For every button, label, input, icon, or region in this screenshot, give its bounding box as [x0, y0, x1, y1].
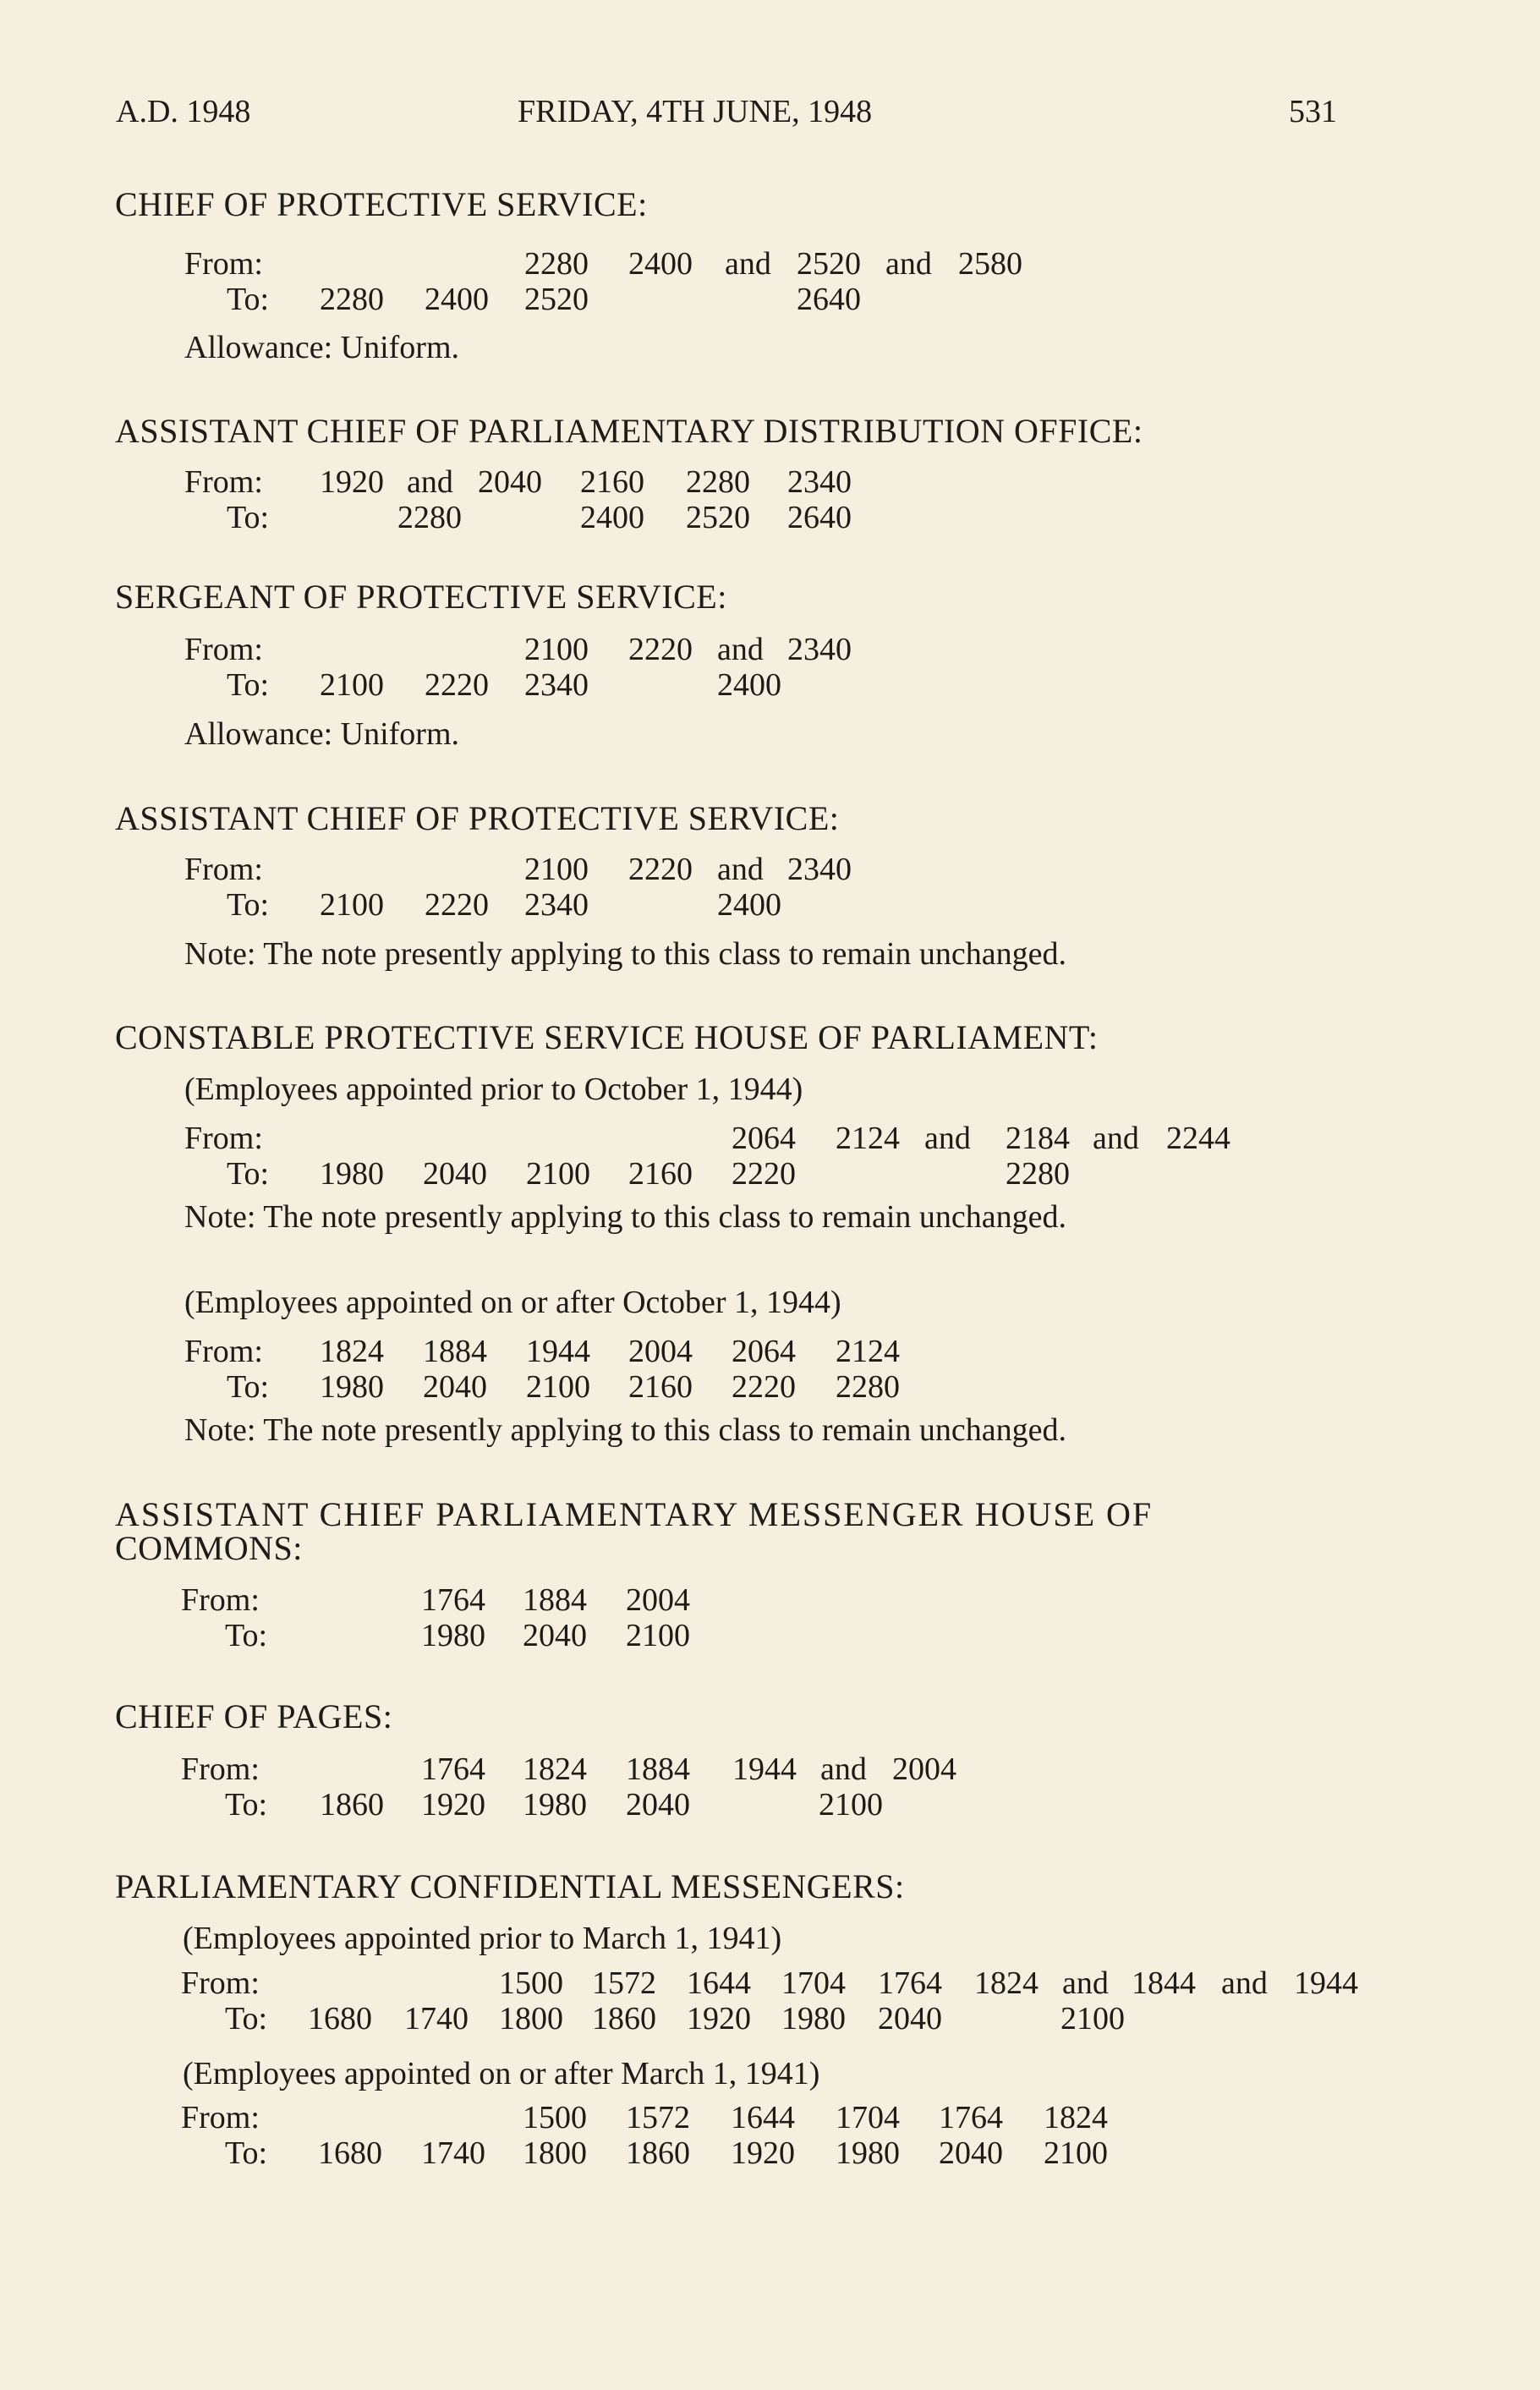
from-value: 2064	[732, 1334, 796, 1369]
from-label: From:	[184, 852, 263, 887]
from-value: 1704	[836, 2100, 900, 2135]
from-value: and	[1221, 1965, 1268, 2001]
to-label: To:	[225, 2001, 268, 2036]
section-title-continued: COMMONS:	[115, 1529, 303, 1567]
to-label: To:	[225, 1618, 268, 1653]
from-value: 2580	[958, 246, 1022, 282]
to-value: 1980	[320, 1156, 384, 1192]
to-value: 2100	[819, 1787, 883, 1823]
to-value: 1920	[421, 1787, 485, 1823]
from-value: 1764	[421, 1582, 485, 1618]
to-label: To:	[225, 1787, 268, 1823]
from-value: 2280	[686, 464, 750, 500]
to-value: 2640	[787, 500, 852, 535]
from-value: 2004	[892, 1751, 956, 1787]
class-note: Note: The note presently applying to this class to remain unchanged.	[184, 936, 1066, 972]
to-value: 2100	[320, 887, 384, 923]
from-value: and	[1062, 1965, 1109, 2001]
to-value: 2280	[397, 500, 462, 535]
to-value: 2220	[425, 667, 489, 703]
to-value: 2520	[686, 500, 750, 535]
to-value: 1860	[626, 2135, 690, 2171]
to-value: 2100	[526, 1369, 590, 1405]
from-value: 1844	[1132, 1965, 1196, 2001]
from-value: 2064	[732, 1121, 796, 1156]
to-value: 2280	[1006, 1156, 1070, 1192]
from-value: and	[407, 464, 453, 500]
to-value: 2220	[425, 887, 489, 923]
from-value: 2340	[787, 632, 852, 667]
section-title: SERGEANT OF PROTECTIVE SERVICE:	[115, 578, 727, 616]
to-value: 1800	[499, 2001, 563, 2036]
from-value: 2004	[626, 1582, 690, 1618]
to-value: 2040	[878, 2001, 942, 2036]
from-value: 2184	[1006, 1121, 1070, 1156]
section-title: CHIEF OF PAGES:	[115, 1697, 393, 1735]
to-value: 2040	[423, 1156, 487, 1192]
to-value: 2100	[320, 667, 384, 703]
to-value: 2220	[732, 1369, 796, 1405]
to-value: 2040	[423, 1369, 487, 1405]
to-value: 2400	[580, 500, 644, 535]
to-value: 1740	[404, 2001, 469, 2036]
from-label: From:	[184, 246, 263, 282]
from-value: 2004	[628, 1334, 693, 1369]
from-value: and	[885, 246, 932, 282]
allowance-note: Allowance: Uniform.	[184, 330, 460, 365]
from-value: 2100	[524, 852, 589, 887]
to-value: 1920	[731, 2135, 795, 2171]
to-value: 2100	[626, 1618, 690, 1653]
from-value: 2220	[628, 632, 693, 667]
from-value: 1704	[781, 1965, 846, 2001]
from-value: 1644	[687, 1965, 751, 2001]
from-value: 2160	[580, 464, 644, 500]
to-value: 1980	[320, 1369, 384, 1405]
to-value: 2160	[628, 1156, 693, 1192]
to-value: 2160	[628, 1369, 693, 1405]
from-value: 2040	[478, 464, 542, 500]
from-value: and	[924, 1121, 971, 1156]
to-value: 2400	[425, 282, 489, 317]
page-number: 531	[1289, 94, 1337, 129]
section-title: CONSTABLE PROTECTIVE SERVICE HOUSE OF PARLIAMENT:	[115, 1018, 1099, 1056]
from-value: and	[717, 632, 764, 667]
group-subtitle: (Employees appointed on or after October 1, 1944)	[184, 1285, 841, 1320]
to-value: 1740	[421, 2135, 485, 2171]
to-label: To:	[227, 667, 270, 703]
to-value: 2640	[797, 282, 861, 317]
to-value: 2400	[717, 667, 781, 703]
from-value: 1764	[939, 2100, 1003, 2135]
to-value: 1680	[318, 2135, 382, 2171]
to-value: 1920	[687, 2001, 751, 2036]
to-value: 2340	[524, 887, 589, 923]
from-label: From:	[181, 2100, 260, 2135]
from-value: 2400	[628, 246, 693, 282]
to-value: 2400	[717, 887, 781, 923]
to-value: 2340	[524, 667, 589, 703]
to-value: 1800	[523, 2135, 587, 2171]
from-value: and	[1093, 1121, 1139, 1156]
from-value: 2280	[524, 246, 589, 282]
to-label: To:	[227, 887, 270, 923]
to-label: To:	[225, 2135, 268, 2171]
to-label: To:	[227, 282, 270, 317]
from-value: and	[820, 1751, 867, 1787]
to-value: 2520	[524, 282, 589, 317]
from-value: 2244	[1166, 1121, 1230, 1156]
to-value: 2100	[526, 1156, 590, 1192]
from-value: 1824	[1044, 2100, 1108, 2135]
from-value: 2124	[836, 1334, 900, 1369]
from-value: 1824	[320, 1334, 384, 1369]
to-value: 1980	[836, 2135, 900, 2171]
from-label: From:	[184, 464, 263, 500]
to-value: 2040	[626, 1787, 690, 1823]
to-value: 1860	[320, 1787, 384, 1823]
from-value: 1944	[526, 1334, 590, 1369]
to-value: 1680	[308, 2001, 372, 2036]
from-label: From:	[184, 1121, 263, 1156]
to-label: To:	[227, 1156, 270, 1192]
allowance-note: Allowance: Uniform.	[184, 716, 460, 752]
from-value: 1944	[1294, 1965, 1358, 2001]
to-value: 2280	[320, 282, 384, 317]
to-value: 1980	[523, 1787, 587, 1823]
from-value: and	[725, 246, 771, 282]
from-value: 1884	[626, 1751, 690, 1787]
from-value: 2520	[797, 246, 861, 282]
section-title: ASSISTANT CHIEF OF PARLIAMENTARY DISTRIBUTION OFFICE:	[115, 412, 1143, 450]
from-label: From:	[181, 1582, 260, 1618]
from-value: 1920	[320, 464, 384, 500]
from-value: and	[717, 852, 764, 887]
from-value: 2100	[524, 632, 589, 667]
header-year: A.D. 1948	[116, 94, 251, 129]
section-title: ASSISTANT CHIEF OF PROTECTIVE SERVICE:	[115, 799, 840, 837]
from-label: From:	[181, 1965, 260, 2001]
to-value: 2040	[939, 2135, 1003, 2171]
from-value: 2124	[836, 1121, 900, 1156]
from-value: 1944	[732, 1751, 797, 1787]
from-value: 1572	[626, 2100, 690, 2135]
from-label: From:	[184, 1334, 263, 1369]
from-value: 2220	[628, 852, 693, 887]
from-value: 1824	[974, 1965, 1039, 2001]
to-value: 2100	[1060, 2001, 1125, 2036]
from-label: From:	[181, 1751, 260, 1787]
from-value: 1824	[523, 1751, 587, 1787]
section-title: CHIEF OF PROTECTIVE SERVICE:	[115, 185, 648, 223]
to-value: 1980	[781, 2001, 846, 2036]
from-value: 2340	[787, 464, 852, 500]
from-value: 1500	[523, 2100, 587, 2135]
section-title: PARLIAMENTARY CONFIDENTIAL MESSENGERS:	[115, 1867, 905, 1905]
group-subtitle: (Employees appointed prior to March 1, 1941)	[183, 1921, 782, 1956]
group-subtitle: (Employees appointed prior to October 1, 1944)	[184, 1072, 803, 1107]
class-note: Note: The note presently applying to this class to remain unchanged.	[184, 1412, 1066, 1448]
to-value: 2220	[732, 1156, 796, 1192]
from-value: 1884	[523, 1582, 587, 1618]
from-value: 1764	[878, 1965, 942, 2001]
from-value: 1500	[499, 1965, 563, 2001]
from-value: 1884	[423, 1334, 487, 1369]
section-title: ASSISTANT CHIEF PARLIAMENTARY MESSENGER HOUSE OF	[115, 1495, 1154, 1533]
to-label: To:	[227, 500, 270, 535]
from-value: 1572	[592, 1965, 656, 2001]
to-value: 1980	[421, 1618, 485, 1653]
from-label: From:	[184, 632, 263, 667]
to-value: 1860	[592, 2001, 656, 2036]
from-value: 1764	[421, 1751, 485, 1787]
header-date: FRIDAY, 4TH JUNE, 1948	[518, 94, 873, 129]
class-note: Note: The note presently applying to this class to remain unchanged.	[184, 1199, 1066, 1235]
to-value: 2040	[523, 1618, 587, 1653]
to-label: To:	[227, 1369, 270, 1405]
to-value: 2100	[1044, 2135, 1108, 2171]
from-value: 2340	[787, 852, 852, 887]
to-value: 2280	[836, 1369, 900, 1405]
group-subtitle: (Employees appointed on or after March 1, 1941)	[183, 2056, 820, 2091]
from-value: 1644	[731, 2100, 795, 2135]
